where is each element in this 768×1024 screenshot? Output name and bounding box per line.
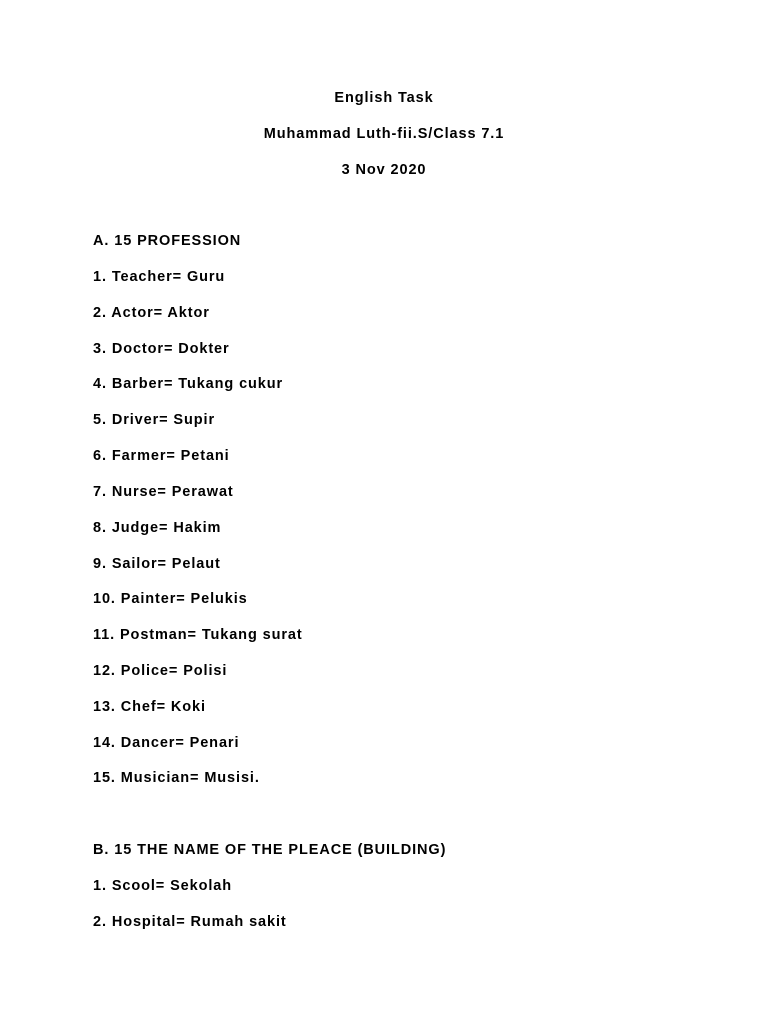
list-item: 1. Teacher= Guru [93, 269, 226, 285]
list-item: 3. Doctor= Dokter [93, 341, 230, 357]
list-item: 9. Sailor= Pelaut [93, 556, 221, 572]
date-line: 3 Nov 2020 [341, 162, 427, 178]
document-title: English Task [334, 90, 434, 106]
list-item: 7. Nurse= Perawat [93, 484, 234, 500]
list-item: 12. Police= Polisi [93, 663, 228, 679]
list-item: 6. Farmer= Petani [93, 448, 230, 464]
list-item: 5. Driver= Supir [93, 412, 215, 428]
list-item: 2. Actor= Aktor [93, 305, 210, 321]
list-item: 14. Dancer= Penari [93, 735, 240, 751]
list-item: 11. Postman= Tukang surat [93, 627, 303, 643]
author-line: Muhammad Luth-fii.S/Class 7.1 [263, 126, 505, 142]
list-item: 2. Hospital= Rumah sakit [93, 914, 287, 930]
section-a-heading: A. 15 PROFESSION [93, 233, 242, 249]
list-item: 1. Scool= Sekolah [93, 878, 233, 894]
section-b-heading: B. 15 THE NAME OF THE PLEACE (BUILDING) [93, 842, 447, 858]
list-item: 15. Musician= Musisi. [93, 770, 260, 786]
list-item: 8. Judge= Hakim [93, 520, 222, 536]
list-item: 13. Chef= Koki [93, 699, 206, 715]
list-item: 4. Barber= Tukang cukur [93, 376, 284, 392]
list-item: 10. Painter= Pelukis [93, 591, 248, 607]
